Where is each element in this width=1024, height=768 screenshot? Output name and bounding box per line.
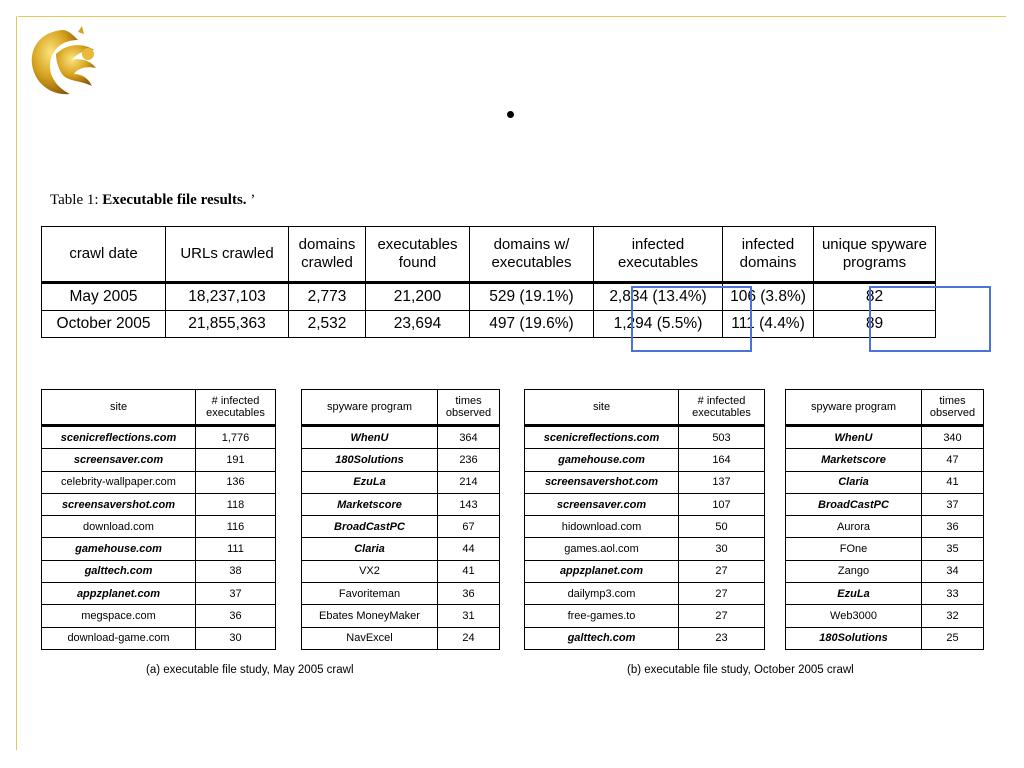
table-cell: Marketscore [302,493,438,515]
table-cell: 82 [814,283,936,311]
table-cell: appzplanet.com [42,583,196,605]
table-row [42,311,936,338]
table-cell: download-game.com [42,627,196,649]
table-cell: 37 [922,493,984,515]
table-cell: 21,200 [366,283,470,311]
table-row [302,560,500,582]
table-cell: 27 [679,605,765,627]
table-cell: 136 [196,471,276,493]
table-row [302,493,500,515]
table-row [786,493,984,515]
table-cell: celebrity-wallpaper.com [42,471,196,493]
pegasus-logo-icon [22,24,114,102]
table-cell: Claria [786,471,922,493]
table-row [42,560,276,582]
table-cell: 1,776 [196,426,276,449]
table-cell: 41 [438,560,500,582]
table-cell: NavExcel [302,627,438,649]
table-cell: October 2005 [42,311,166,338]
table-row [786,449,984,471]
col-infected-executables: # infected executables [196,390,276,426]
table-row [42,426,276,449]
table-row [42,538,276,560]
table-cell: 36 [922,516,984,538]
table-cell: 2,532 [289,311,366,338]
table-cell: 18,237,103 [166,283,289,311]
table-cell: EzuLa [786,583,922,605]
table-cell: 21,855,363 [166,311,289,338]
table-cell: 27 [679,560,765,582]
table-row [786,560,984,582]
table-row [42,449,276,471]
table-cell: 50 [679,516,765,538]
table-cell: games.aol.com [525,538,679,560]
table-cell: dailymp3.com [525,583,679,605]
table-cell: EzuLa [302,471,438,493]
table-row [302,471,500,493]
table-row [42,627,276,649]
bullet-point [507,111,514,118]
table-cell: galttech.com [42,560,196,582]
table-row [525,583,765,605]
table-cell: 116 [196,516,276,538]
col-spyware-program: spyware program [786,390,922,426]
table-cell: WhenU [786,426,922,449]
table-cell: 67 [438,516,500,538]
subcaption-b: (b) executable file study, October 2005 crawl [627,664,854,676]
table-cell: download.com [42,516,196,538]
table-cell: 27 [679,583,765,605]
table-cell: Ebates MoneyMaker [302,605,438,627]
slide-top-rule [18,16,1006,17]
table-cell: 30 [196,627,276,649]
table-row [525,538,765,560]
table-header-row [302,390,500,426]
table-row [525,426,765,449]
table-cell: screensaver.com [42,449,196,471]
table-cell: 107 [679,493,765,515]
table-row [302,605,500,627]
table-row [525,560,765,582]
table-cell: 44 [438,538,500,560]
table-cell: gamehouse.com [42,538,196,560]
table-row [302,538,500,560]
table-row [42,516,276,538]
table-cell: 24 [438,627,500,649]
table-cell: 529 (19.1%) [470,283,594,311]
col-urls-crawled: URLs crawled [166,227,289,283]
table-cell: 111 (4.4%) [723,311,814,338]
table-cell: screensaver.com [525,493,679,515]
table-cell: 364 [438,426,500,449]
table-cell: Zango [786,560,922,582]
table-cell: Web3000 [786,605,922,627]
table-cell: megspace.com [42,605,196,627]
table-cell: 31 [438,605,500,627]
table-cell: Favoriteman [302,583,438,605]
table-cell: 106 (3.8%) [723,283,814,311]
table-cell: screensavershot.com [42,493,196,515]
table-cell: 180Solutions [302,449,438,471]
col-spyware-program: spyware program [302,390,438,426]
table-cell: free-games.to [525,605,679,627]
table-cell: 37 [196,583,276,605]
table-row [786,516,984,538]
col-unique-spyware-programs: unique spyware programs [814,227,936,283]
table-cell: appzplanet.com [525,560,679,582]
table-row [42,583,276,605]
table-cell: 35 [922,538,984,560]
col-executables-found: executables found [366,227,470,283]
table-row [786,538,984,560]
executable-results-table [41,226,936,338]
table-row [786,471,984,493]
table-cell: 214 [438,471,500,493]
may-sites-table [41,389,276,650]
table-row [42,493,276,515]
col-times-observed: times observed [438,390,500,426]
caption-title: Executable file results. [102,192,247,208]
table-cell: 340 [922,426,984,449]
table-cell: 34 [922,560,984,582]
table-cell: 23,694 [366,311,470,338]
table-row [42,471,276,493]
table-row [786,605,984,627]
col-times-observed: times observed [922,390,984,426]
table-row [302,516,500,538]
table-cell: 41 [922,471,984,493]
table-cell: screensavershot.com [525,471,679,493]
table-header-row [786,390,984,426]
table-cell: 111 [196,538,276,560]
table-cell: 36 [196,605,276,627]
table-cell: scenicreflections.com [42,426,196,449]
col-domains-with-executables: domains w/ executables [470,227,594,283]
slide-left-rule [16,16,17,750]
table-caption [50,192,255,209]
table-cell: FOne [786,538,922,560]
table-row [525,493,765,515]
table-header-row [42,390,276,426]
table-cell: scenicreflections.com [525,426,679,449]
caption-label: Table 1: [50,192,103,208]
table-header-row [525,390,765,426]
table-cell: Claria [302,538,438,560]
table-row [525,516,765,538]
table-row [525,449,765,471]
table-cell: 2,834 (13.4%) [594,283,723,311]
table-cell: 236 [438,449,500,471]
col-infected-executables: infected executables [594,227,723,283]
col-site: site [525,390,679,426]
table-row [302,426,500,449]
table-cell: 497 (19.6%) [470,311,594,338]
oct-sites-table [524,389,765,650]
table-cell: 89 [814,311,936,338]
table-row [42,605,276,627]
table-cell: 503 [679,426,765,449]
table-cell: 33 [922,583,984,605]
table-row [786,627,984,649]
table-cell: BroadCastPC [786,493,922,515]
table-cell: 191 [196,449,276,471]
table-cell: 180Solutions [786,627,922,649]
col-infected-domains: infected domains [723,227,814,283]
table-cell: galttech.com [525,627,679,649]
oct-programs-table [785,389,984,650]
caption-mark: ’ [250,192,256,208]
table-cell: May 2005 [42,283,166,311]
table-cell: BroadCastPC [302,516,438,538]
table-cell: 164 [679,449,765,471]
subcaption-a: (a) executable file study, May 2005 crawl [146,664,354,676]
table-cell: 25 [922,627,984,649]
table-cell: 38 [196,560,276,582]
table-cell: 32 [922,605,984,627]
table-cell: VX2 [302,560,438,582]
table-row [786,583,984,605]
table-row [786,426,984,449]
table-cell: 23 [679,627,765,649]
table-cell: 118 [196,493,276,515]
table-cell: 143 [438,493,500,515]
table-cell: 30 [679,538,765,560]
may-programs-table [301,389,500,650]
table-cell: 36 [438,583,500,605]
col-domains-crawled: domains crawled [289,227,366,283]
table-header-row [42,227,936,283]
table-row [302,627,500,649]
table-row [42,283,936,311]
table-cell: WhenU [302,426,438,449]
table-cell: Marketscore [786,449,922,471]
table-cell: 2,773 [289,283,366,311]
table-row [525,471,765,493]
table-row [525,605,765,627]
table-cell: 137 [679,471,765,493]
table-row [302,583,500,605]
table-row [302,449,500,471]
col-crawl-date: crawl date [42,227,166,283]
table-cell: hidownload.com [525,516,679,538]
table-row [525,627,765,649]
table-cell: 47 [922,449,984,471]
col-infected-executables: # infected executables [679,390,765,426]
table-cell: gamehouse.com [525,449,679,471]
table-cell: 1,294 (5.5%) [594,311,723,338]
table-cell: Aurora [786,516,922,538]
col-site: site [42,390,196,426]
